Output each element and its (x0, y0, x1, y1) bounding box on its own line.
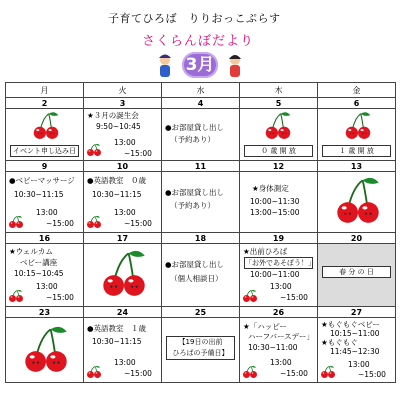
date: 3 (84, 98, 162, 109)
cherry-icon (264, 111, 292, 141)
date: 27 (318, 307, 396, 318)
date: 18 (162, 233, 240, 244)
holiday-box: 春 分 の 日 (322, 266, 391, 278)
event-row (6, 318, 396, 383)
event-time: 9:50~10:45 (96, 122, 141, 131)
day-cell (240, 318, 318, 383)
event-title: ●お部屋貸し出し (165, 123, 225, 132)
open-time-start: 13:00 (114, 358, 136, 367)
cherry-icon (23, 324, 69, 376)
event-time: 10:30~11:15 (14, 190, 64, 199)
event-time: 10:00~11:00 (250, 270, 300, 279)
event-time: 10:30~11:15 (92, 190, 142, 199)
event-title: ●お部屋貸し出し (165, 188, 225, 197)
date-row (6, 98, 396, 109)
month-badge: 3月 (182, 52, 218, 78)
cherry-icon (101, 248, 147, 300)
event-title: ●ベビーマッサージ (9, 176, 75, 185)
event-note: （個人相談日） (170, 274, 223, 283)
day-cell (84, 172, 162, 233)
open-time-end: ~15:00 (46, 219, 74, 228)
weekday-thu: 木 (240, 83, 318, 98)
day-cell (6, 172, 84, 233)
open-time-end: ~15:00 (280, 293, 308, 302)
day-cell (84, 109, 162, 161)
open-time-end: ~15:00 (124, 369, 152, 378)
day-cell (84, 318, 162, 383)
calendar-table (5, 82, 396, 383)
open-time-start: 13:00 (114, 138, 136, 147)
date: 24 (84, 307, 162, 318)
event-time-2: 11:45~12:30 (330, 347, 380, 356)
event-signup-box: イベント申し込み日 (10, 145, 79, 157)
event-title-2: ベビー講座 (20, 258, 58, 267)
event-row (6, 172, 396, 233)
event-title-2: ハーフバースデー」 (248, 332, 314, 341)
date: 5 (240, 98, 318, 109)
date: 23 (6, 307, 84, 318)
open-time-start: 13:00 (36, 282, 58, 291)
day-cell (84, 244, 162, 307)
date: 19 (240, 233, 318, 244)
open-time-end: ~15:00 (124, 149, 152, 158)
event-title: ★身体測定 (252, 184, 289, 193)
date: 25 (162, 307, 240, 318)
open-play-icon (320, 365, 340, 380)
reserve-day-box (166, 336, 235, 360)
open-play-icon (8, 289, 28, 304)
open-play-icon (86, 215, 106, 230)
cherry-icon (335, 175, 381, 227)
date: 10 (84, 161, 162, 172)
open-play-icon (242, 365, 262, 380)
event-time: 10:15~10:45 (14, 269, 64, 278)
date-row (6, 307, 396, 318)
open-time-end: ~15:00 (124, 219, 152, 228)
newsletter-title: さくらんぼだより (142, 34, 255, 49)
event-time-2: 13:00~15:00 (250, 208, 300, 217)
open-play-icon (242, 289, 262, 304)
date: 26 (240, 307, 318, 318)
date: 2 (6, 98, 84, 109)
date: 13 (318, 161, 396, 172)
date: 9 (6, 161, 84, 172)
open-time-end: ~15:00 (46, 293, 74, 302)
event-title: ★「ハッピー (243, 322, 287, 331)
event-note: （予約あり） (170, 201, 215, 210)
reserve-day-line-2: ひろばの予備日】 (172, 349, 229, 357)
event-title: ●英語教室 ０歳 (87, 176, 147, 185)
day-cell (162, 244, 240, 307)
open-day-box: １ 歳 開 放 (322, 145, 391, 157)
day-cell (162, 109, 240, 161)
weekday-fri: 金 (318, 83, 396, 98)
event-title: ●お部屋貸し出し (165, 260, 225, 269)
event-time: 10:30~11:00 (248, 343, 298, 352)
date: 16 (6, 233, 84, 244)
open-time-start: 13:00 (270, 282, 292, 291)
event-title-2: ★もぐもぐ (321, 338, 358, 347)
event-title: ★もぐもぐベビー (321, 320, 380, 329)
event-title: ★出前ひろば (243, 247, 288, 256)
event-note: （予約あり） (170, 135, 215, 144)
open-time-start: 13:00 (36, 208, 58, 217)
day-cell (6, 109, 84, 161)
day-cell (6, 318, 84, 383)
open-play-icon (86, 143, 106, 158)
day-cell (240, 244, 318, 307)
date: 4 (162, 98, 240, 109)
event-time: 10:15~11:00 (330, 329, 380, 338)
date-row (6, 233, 396, 244)
day-cell (318, 172, 396, 233)
date: 12 (240, 161, 318, 172)
day-cell (6, 244, 84, 307)
day-cell (240, 109, 318, 161)
weekday-mon: 月 (6, 83, 84, 98)
event-title: ★ウェルカム (9, 247, 53, 256)
date-row (6, 161, 396, 172)
open-play-icon (8, 215, 28, 230)
open-time-start: 13:00 (270, 358, 292, 367)
open-time-end: ~15:00 (280, 369, 308, 378)
holiday-cell (318, 244, 396, 307)
date: 17 (84, 233, 162, 244)
open-play-icon (86, 365, 106, 380)
date: 11 (162, 161, 240, 172)
open-time-start: 13:00 (114, 208, 136, 217)
weekday-wed: 水 (162, 83, 240, 98)
day-cell (318, 109, 396, 161)
weekday-header-row (6, 83, 396, 98)
event-row (6, 109, 396, 161)
day-cell (240, 172, 318, 233)
open-time-start: 13:00 (348, 360, 370, 369)
open-day-box: ０ 歳 開 放 (244, 145, 313, 157)
event-time: 10:30~11:15 (92, 337, 142, 346)
cherry-icon (344, 111, 372, 141)
event-box: 「お外であそぼう！」 (245, 259, 315, 267)
open-time-end: ~15:00 (358, 370, 386, 379)
day-cell (162, 318, 240, 383)
day-cell (162, 172, 240, 233)
weekday-tue: 火 (84, 83, 162, 98)
day-cell (318, 318, 396, 383)
event-row (6, 244, 396, 307)
cherry-icon (32, 111, 60, 141)
date: 6 (318, 98, 396, 109)
reserve-day-line-1: 【19日の出前 (178, 338, 223, 346)
date: 20 (318, 233, 396, 244)
event-time: 10:00~11:30 (250, 197, 300, 206)
event-title: ★３月の誕生会 (87, 111, 139, 120)
event-title: ●英語教室 １歳 (87, 324, 147, 333)
org-name: 子育てひろば りりおっこぷらす (108, 12, 281, 25)
